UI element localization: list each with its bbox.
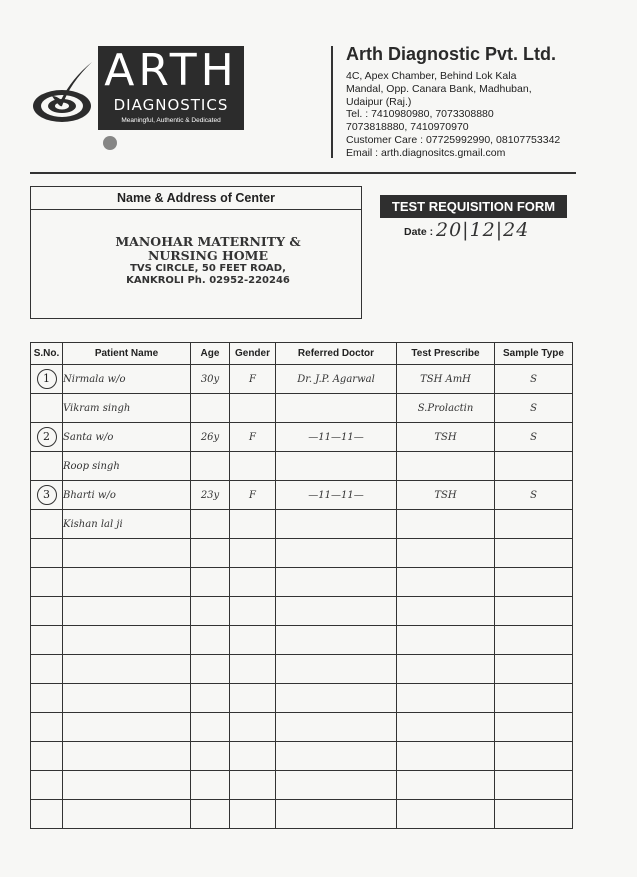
table-row: [31, 452, 573, 481]
address-line: Udaipur (Raj.): [346, 96, 412, 108]
column-header-age: Age: [191, 343, 230, 365]
patient-table: [30, 342, 573, 829]
table-row: [31, 713, 573, 742]
cell-sample-type: [495, 452, 573, 481]
column-header-patient-name: Patient Name: [63, 343, 191, 365]
cell-sno: [31, 423, 63, 452]
cell-age: [191, 597, 230, 626]
table-row: [31, 539, 573, 568]
cell-referred-doctor: —11—11—: [276, 481, 397, 510]
cell-age: [191, 394, 230, 423]
cell-test-prescribe: TSH: [397, 481, 495, 510]
cell-sample-type: [495, 771, 573, 800]
cell-test-prescribe: [397, 597, 495, 626]
cell-patient-name: Vikram singh: [63, 394, 191, 423]
column-header-sample-type: Sample Type: [495, 343, 573, 365]
cell-referred-doctor: [276, 713, 397, 742]
date-label: Date :: [404, 226, 434, 238]
cell-gender: [230, 684, 276, 713]
cell-gender: F: [230, 365, 276, 394]
cell-gender: [230, 626, 276, 655]
cell-sno: [31, 742, 63, 771]
serial-number: 2: [37, 427, 57, 447]
cell-referred-doctor: [276, 597, 397, 626]
stamp-line: KANKROLI Ph. 02952-220246: [126, 275, 290, 286]
cell-sno: [31, 597, 63, 626]
cell-gender: [230, 713, 276, 742]
cell-age: 26y: [191, 423, 230, 452]
table-row: [31, 742, 573, 771]
cell-test-prescribe: [397, 626, 495, 655]
cell-referred-doctor: [276, 539, 397, 568]
cell-age: [191, 655, 230, 684]
cell-gender: [230, 655, 276, 684]
company-name: Arth Diagnostic Pvt. Ltd.: [346, 44, 557, 64]
column-header-test-prescribe: Test Prescribe: [397, 343, 495, 365]
cell-test-prescribe: [397, 568, 495, 597]
cell-age: [191, 510, 230, 539]
cell-test-prescribe: [397, 713, 495, 742]
customer-care-line: Customer Care : 07725992990, 08107753342: [346, 134, 561, 146]
header-rule: [30, 172, 576, 174]
cell-sno: [31, 771, 63, 800]
cell-gender: [230, 452, 276, 481]
logo-wordmark: [98, 46, 244, 130]
cell-patient-name: Roop singh: [63, 452, 191, 481]
address-line: 4C, Apex Chamber, Behind Lok Kala: [346, 70, 517, 82]
cell-patient-name: [63, 597, 191, 626]
date-value: 20|12|24: [436, 219, 530, 241]
column-header-sno: S.No.: [31, 343, 63, 365]
table-row: [31, 423, 573, 452]
cell-patient-name: [63, 713, 191, 742]
cell-sno: [31, 452, 63, 481]
center-heading: Name & Address of Center: [31, 187, 361, 210]
cell-age: [191, 771, 230, 800]
cell-test-prescribe: [397, 452, 495, 481]
cell-age: 23y: [191, 481, 230, 510]
table-row: [31, 655, 573, 684]
cell-sample-type: [495, 655, 573, 684]
cell-patient-name: [63, 539, 191, 568]
cell-sno: [31, 539, 63, 568]
cell-age: [191, 539, 230, 568]
telephone-line: 7073818880, 7410970970: [346, 121, 469, 133]
table-header-row: [31, 343, 573, 365]
table-row: [31, 568, 573, 597]
cell-referred-doctor: [276, 684, 397, 713]
cell-gender: [230, 510, 276, 539]
stamp-line: TVS CIRCLE, 50 FEET ROAD,: [130, 263, 286, 274]
cell-age: [191, 452, 230, 481]
cell-sample-type: [495, 800, 573, 829]
cell-patient-name: Santa w/o: [63, 423, 191, 452]
table-row: [31, 800, 573, 829]
cell-sno: [31, 568, 63, 597]
cell-test-prescribe: [397, 771, 495, 800]
logo-tagline: Meaningful, Authentic & Dedicated: [121, 117, 221, 124]
form-title: TEST REQUISITION FORM: [380, 195, 567, 218]
address-line: Mandal, Opp. Canara Bank, Madhuban,: [346, 83, 532, 95]
column-header-referred-doctor: Referred Doctor: [276, 343, 397, 365]
cell-sample-type: [495, 684, 573, 713]
table-row: [31, 510, 573, 539]
cell-sno: [31, 655, 63, 684]
cell-referred-doctor: [276, 771, 397, 800]
email-line: Email : arth.diagnositcs.gmail.com: [346, 147, 506, 159]
column-header-gender: Gender: [230, 343, 276, 365]
table-row: [31, 394, 573, 423]
cell-test-prescribe: S.Prolactin: [397, 394, 495, 423]
serial-number: 1: [37, 369, 57, 389]
cell-gender: [230, 394, 276, 423]
header-divider: [331, 46, 333, 158]
cell-age: [191, 684, 230, 713]
cell-gender: [230, 771, 276, 800]
cell-sample-type: [495, 510, 573, 539]
table-row: [31, 626, 573, 655]
cell-sample-type: S: [495, 481, 573, 510]
cell-patient-name: [63, 684, 191, 713]
cell-age: [191, 626, 230, 655]
cell-referred-doctor: [276, 800, 397, 829]
cell-referred-doctor: [276, 452, 397, 481]
cell-gender: [230, 742, 276, 771]
cell-age: [191, 713, 230, 742]
cell-patient-name: [63, 800, 191, 829]
cell-referred-doctor: Dr. J.P. Agarwal: [276, 365, 397, 394]
logo-diagnostics-text: DIAGNOSTICS: [113, 96, 229, 114]
cell-referred-doctor: [276, 394, 397, 423]
cell-test-prescribe: [397, 684, 495, 713]
cell-sample-type: S: [495, 365, 573, 394]
stamp-line: NURSING HOME: [147, 248, 269, 263]
cell-referred-doctor: [276, 742, 397, 771]
cell-sample-type: [495, 539, 573, 568]
cell-referred-doctor: [276, 510, 397, 539]
logo-arth-text: ARTH: [104, 45, 238, 96]
cell-patient-name: Kishan lal ji: [63, 510, 191, 539]
cell-test-prescribe: [397, 510, 495, 539]
cell-sno: [31, 713, 63, 742]
cell-patient-name: [63, 771, 191, 800]
cell-test-prescribe: [397, 539, 495, 568]
cell-age: [191, 568, 230, 597]
serial-number: 3: [37, 485, 57, 505]
cell-sno: [31, 394, 63, 423]
cell-sno: [31, 684, 63, 713]
table-row: [31, 684, 573, 713]
table-row: [31, 365, 573, 394]
cell-patient-name: [63, 655, 191, 684]
cell-referred-doctor: —11—11—: [276, 423, 397, 452]
cell-sample-type: [495, 713, 573, 742]
cell-referred-doctor: [276, 655, 397, 684]
telephone-line: Tel. : 7410980980, 7073308880: [346, 108, 494, 120]
cell-test-prescribe: [397, 655, 495, 684]
table-row: [31, 771, 573, 800]
center-stamp: [113, 235, 303, 287]
table-row: [31, 481, 573, 510]
cell-sno: [31, 626, 63, 655]
cell-gender: [230, 597, 276, 626]
cell-patient-name: [63, 742, 191, 771]
cell-test-prescribe: TSH AmH: [397, 365, 495, 394]
cell-test-prescribe: [397, 800, 495, 829]
cell-age: [191, 742, 230, 771]
cell-patient-name: Bharti w/o: [63, 481, 191, 510]
cell-sample-type: S: [495, 423, 573, 452]
cell-patient-name: Nirmala w/o: [63, 365, 191, 394]
cell-patient-name: [63, 626, 191, 655]
ink-smudge: [103, 136, 117, 150]
stamp-line: MANOHAR MATERNITY &: [115, 234, 301, 249]
cell-sno: [31, 365, 63, 394]
cell-test-prescribe: [397, 742, 495, 771]
target-logo-icon: [30, 58, 96, 130]
cell-patient-name: [63, 568, 191, 597]
cell-referred-doctor: [276, 626, 397, 655]
table-row: [31, 597, 573, 626]
cell-sno: [31, 510, 63, 539]
cell-sample-type: [495, 742, 573, 771]
cell-gender: F: [230, 481, 276, 510]
cell-sno: [31, 481, 63, 510]
cell-referred-doctor: [276, 568, 397, 597]
cell-age: [191, 800, 230, 829]
cell-sample-type: [495, 568, 573, 597]
cell-sample-type: S: [495, 394, 573, 423]
cell-gender: [230, 800, 276, 829]
table-body: [31, 365, 573, 829]
cell-age: 30y: [191, 365, 230, 394]
cell-sample-type: [495, 626, 573, 655]
cell-gender: F: [230, 423, 276, 452]
cell-test-prescribe: TSH: [397, 423, 495, 452]
cell-gender: [230, 539, 276, 568]
cell-gender: [230, 568, 276, 597]
cell-sample-type: [495, 597, 573, 626]
center-address-box: [30, 186, 362, 319]
cell-sno: [31, 800, 63, 829]
